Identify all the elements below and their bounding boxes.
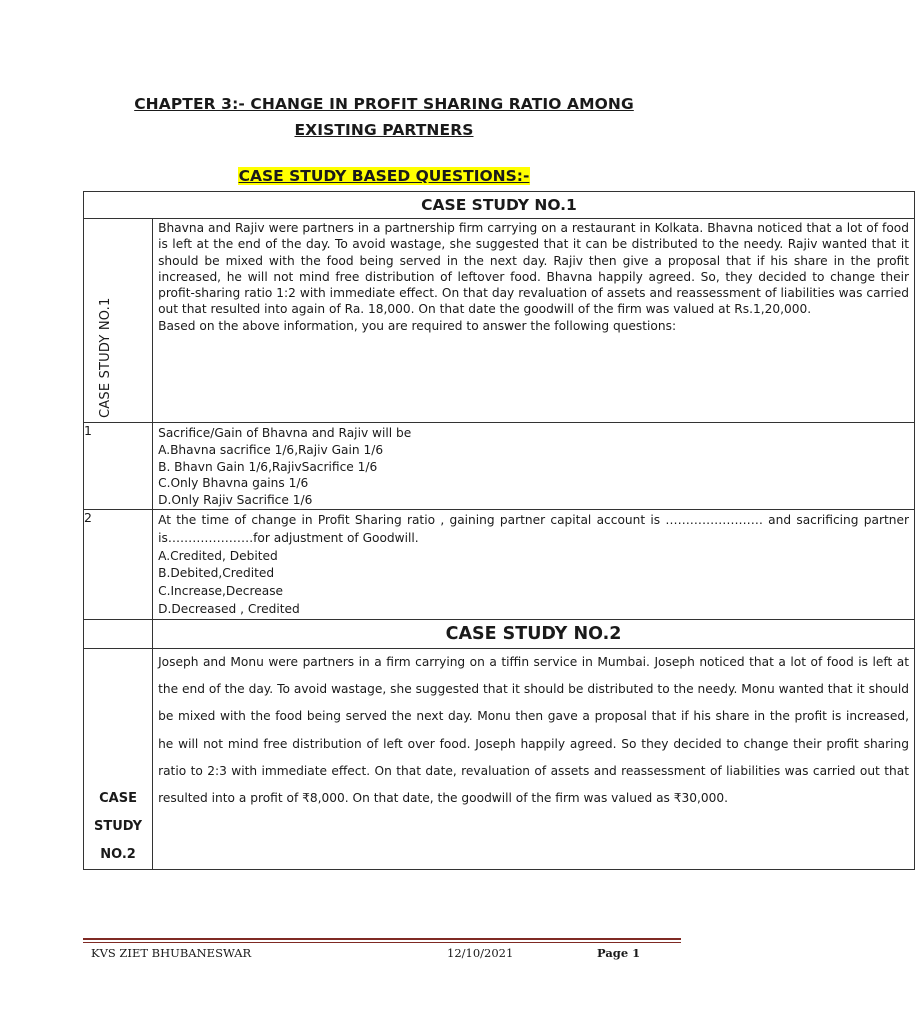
- question-cell: [153, 509, 915, 619]
- case2-header-blank: [84, 619, 153, 648]
- option-c: C.Increase,Decrease: [158, 584, 284, 599]
- option-a: A.Credited, Debited: [158, 548, 278, 563]
- footer-org: KVS ZIET BHUBANESWAR: [91, 946, 252, 960]
- chapter-title-line1: CHAPTER 3:- CHANGE IN PROFIT SHARING RATIO AMONG: [134, 95, 634, 113]
- case2-description-cell: [153, 648, 915, 869]
- option-b: B. Bhavn Gain 1/6,RajivSacrifice 1/6: [158, 459, 378, 474]
- case1-header-row: [84, 192, 915, 219]
- case2-side-label-line: NO.2: [100, 846, 136, 862]
- case2-header: CASE STUDY NO.2: [153, 619, 915, 648]
- case2-header-row: [84, 619, 915, 648]
- question-cell: [153, 423, 915, 510]
- case2-side-cell: [84, 648, 153, 869]
- case2-side-label-line: CASE: [99, 790, 137, 806]
- case1-description-row: [84, 219, 915, 423]
- footer-date: 12/10/2021: [447, 946, 514, 960]
- case1-instruction: Based on the above information, you are required to answer the following questions:: [158, 318, 677, 333]
- case-study-table: [83, 191, 915, 870]
- case1-side-label: CASE STUDY NO.1: [98, 297, 113, 418]
- option-c: C.Only Bhavna gains 1/6: [158, 476, 309, 491]
- option-d: D.Only Rajiv Sacrifice 1/6: [158, 493, 313, 508]
- section-heading-text: CASE STUDY BASED QUESTIONS:-: [238, 167, 530, 185]
- case2-description-row: [84, 648, 915, 869]
- question-row: [84, 423, 915, 510]
- case1-description-cell: [153, 219, 915, 423]
- chapter-title-line2: EXISTING PARTNERS: [294, 121, 474, 139]
- option-b: B.Debited,Credited: [158, 566, 275, 581]
- case1-paragraph: Bhavna and Rajiv were partners in a partnership firm carrying on a restaurant in Kolkata. Bhavna noticed that a lot of food is left at the end of the day. To avoid wastage, she suggested that it can be distributed to the needy. Rajiv wanted that it should be mixed with the food being served in the next day. Rajiv then give a proposal that if his share in the profit increased, he will not mind free distribution of leftover food. Bhavna happily agreed. So, they decided to change their profit-sharing ratio 1:2 with immediate effect. On that day revaluation of assets and reassessment of liabilities was carried out that resulted into again of Ra. 18,000. On that date the goodwill of the firm was valued at Rs.1,20,000.: [158, 221, 909, 317]
- case2-side-label-line: STUDY: [94, 818, 143, 834]
- question-text: Sacrifice/Gain of Bhavna and Rajiv will be: [158, 426, 412, 440]
- footer-rule: [83, 938, 681, 940]
- case2-paragraph: Joseph and Monu were partners in a firm carrying on a tiffin service in Mumbai. Joseph noticed that a lot of food is left at the end of the day. To avoid wastage, she suggested that it should be distributed to the needy. Monu wanted that it should be mixed with the food being served the next day. Monu then gave a proposal that if his share in the profit is increased, he will not mind free distribution of left over food. Joseph happily agreed. So they decided to change their profit sharing ratio to 2:3 with immediate effect. On that date, revaluation of assets and reassessment of liabilities was carried out that resulted into a profit of ₹8,000. On that date, the goodwill of the firm was valued as ₹30,000.: [158, 654, 909, 806]
- question-row: [84, 509, 915, 619]
- question-number: 2: [84, 509, 153, 619]
- footer-page-number: Page 1: [597, 946, 641, 960]
- option-d: D.Decreased , Credited: [158, 601, 300, 616]
- footer-rule-thin: [83, 942, 681, 943]
- case1-side-cell: [84, 219, 153, 423]
- question-number: 1: [84, 423, 153, 510]
- section-heading: [0, 166, 768, 185]
- option-a: A.Bhavna sacrifice 1/6,Rajiv Gain 1/6: [158, 442, 384, 457]
- case1-header: CASE STUDY NO.1: [84, 192, 915, 219]
- case2-side-label: [84, 649, 152, 869]
- question-text: At the time of change in Profit Sharing ratio , gaining partner capital account is …………………… and sacrificing partner is…………………for adjustment of Goodwill.: [158, 512, 909, 545]
